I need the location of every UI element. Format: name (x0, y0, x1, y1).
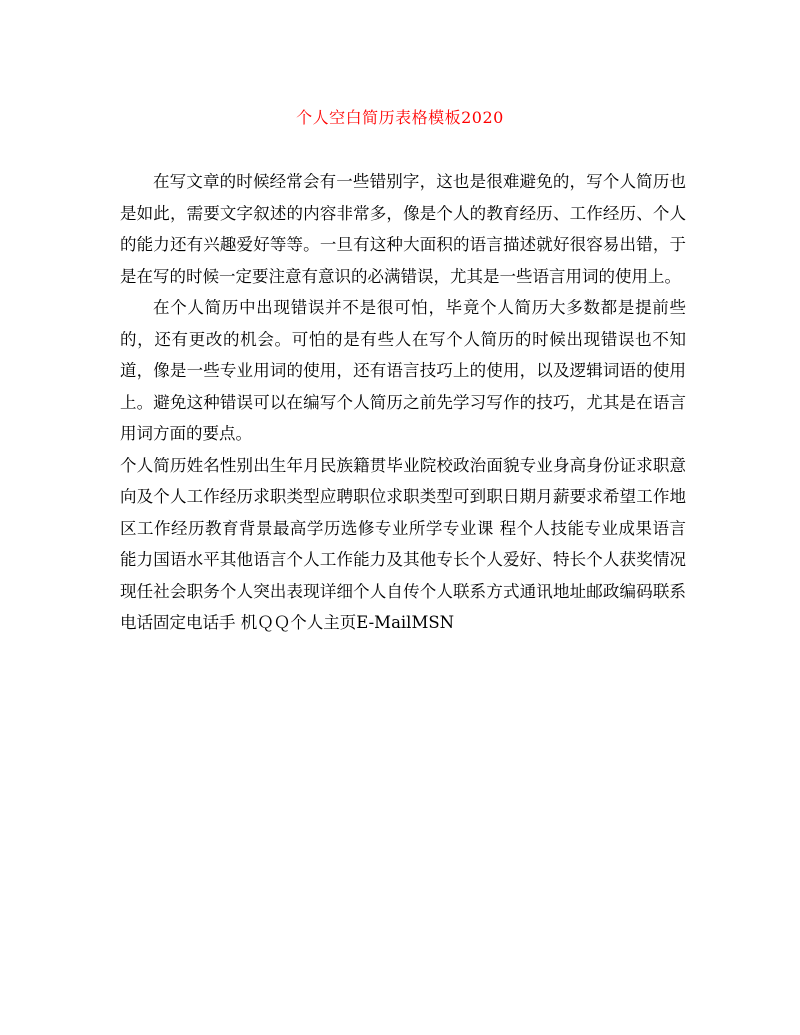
document-body (120, 166, 686, 639)
paragraph-2: 在个人简历中出现错误并不是很可怕，毕竟个人简历大多数都是提前些的，还有更改的机会。可怕的是有些人在写个人简历的时候出现错误也不知道，像是一些专业用词的使用，还有语言技巧上的使用，以及逻辑词语的使用上。避免这种错误可以在编写个人简历之前先学习写作的技巧，尤其是在语言用词方面的要点。 (120, 298, 686, 443)
paragraph-1: 在写文章的时候经常会有一些错别字，这也是很难避免的，写个人简历也是如此，需要文字叙述的内容非常多，像是个人的教育经历、工作经历、个人的能力还有兴趣爱好等等。一旦有这种大面积的语言描述就好很容易出错，于是在写的时候一定要注意有意识的必满错误，尤其是一些语言用词的使用上。 (120, 172, 686, 286)
document-title: 个人空白简历表格模板2020 (296, 108, 504, 127)
resume-field-list: 个人简历姓名性别出生年月民族籍贯毕业院校政治面貌专业身高身份证求职意向及个人工作经历求职类型应聘职位求职类型可到职日期月薪要求希望工作地区工作经历教育背景最高学历选修专业所学专业课 程个人技能专业成果语言能力国语水平其他语言个人工作能力及其他专长个人爱好、特长个人获奖情况现任社会职务个人突出表现详细个人自传个人联系方式通讯地址邮政编码联系电话固定电话手 机ＱＱ个人主页E-MailMSN (120, 455, 686, 632)
